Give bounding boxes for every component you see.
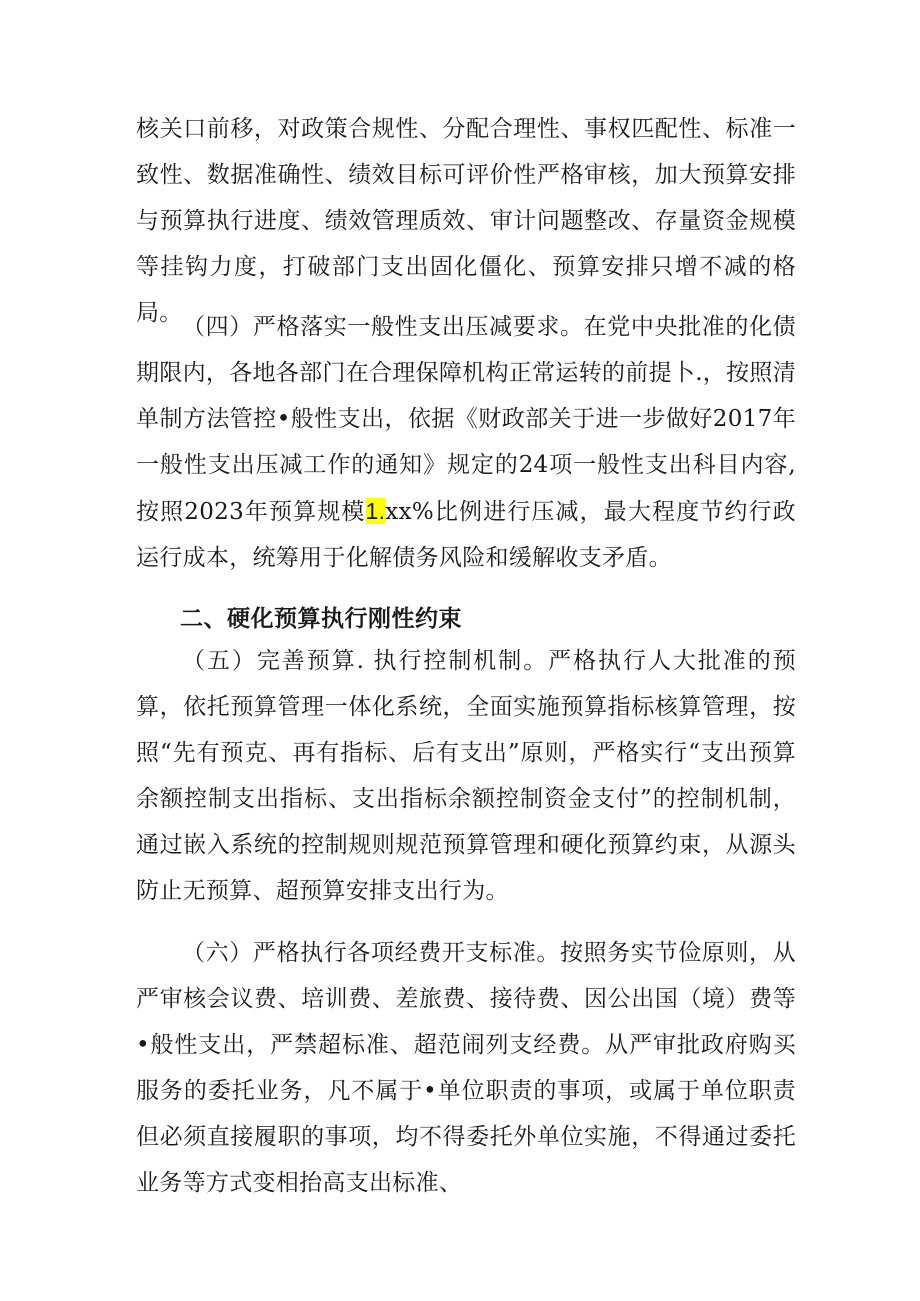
paragraph-text: 核关口前移，对政策合规性、分配合理性、事权匹配性、标准一致性、数据准确性、绩效目标可评价性严格审核，加大预算安排与预算执行进度、绩效管理质效、审计问题整改、存量资金规模等挂钩力度，打破部门支出固化僵化、预算安排只增不减的格局。 <box>136 116 796 326</box>
paragraph-text: （五）完善预算. 执行控制机制。严格执行人大批准的预算，依托预算管理一体化系统，全面实施预算指标核算管理，按照“先有预克、再有指标、后有支出”原则，严格实行“支出预算余额控制支出指标、支出指标余额控制资金支付”的控制机制，通过嵌入系统的控制规则规范预算管理和硬化预算约束，从源头防止无预算、超预算安排支出行为。 <box>136 648 796 904</box>
section-heading: 二、硬化预算执行刚性约束 <box>180 606 462 632</box>
paragraph-section-4 <box>136 304 796 581</box>
paragraph-section-5 <box>136 638 796 914</box>
paragraph-text-after: xx%比例进行压减，最大程度节约行政运行成本，统筹用于化解债务风险和缓解收支矛盾。 <box>136 499 796 571</box>
paragraph-text: （四）严格落实一般性支出压减要求。在党中央批准的化债期限内，各地各部门在合理保障机构正常运转的前提卜.，按照清单制方法管控•般性支出，依据《财政部关于进一步做好2017年一般性支出压减工作的通知》规定的24项一般性支出科目内容, 按照2023年预算规模 <box>136 314 797 525</box>
paragraph-section-6 <box>136 930 796 1206</box>
paragraph-continued <box>136 106 796 336</box>
highlighted-text: 1. <box>365 498 386 524</box>
paragraph-text: （六）严格执行各项经费开支标准。按照务实节俭原则，从严审核会议费、培训费、差旅费、接待费、因公出国（境）费等•般性支出，严禁超标准、超范闹列支经费。从严审批政府购买服务的委托业务，凡不属于•单位职责的事项，或属于单位职责但必须直接履职的事项，均不得委托外单位实施，不得通过委托业务等方式变相抬高支出标准、 <box>136 940 796 1196</box>
